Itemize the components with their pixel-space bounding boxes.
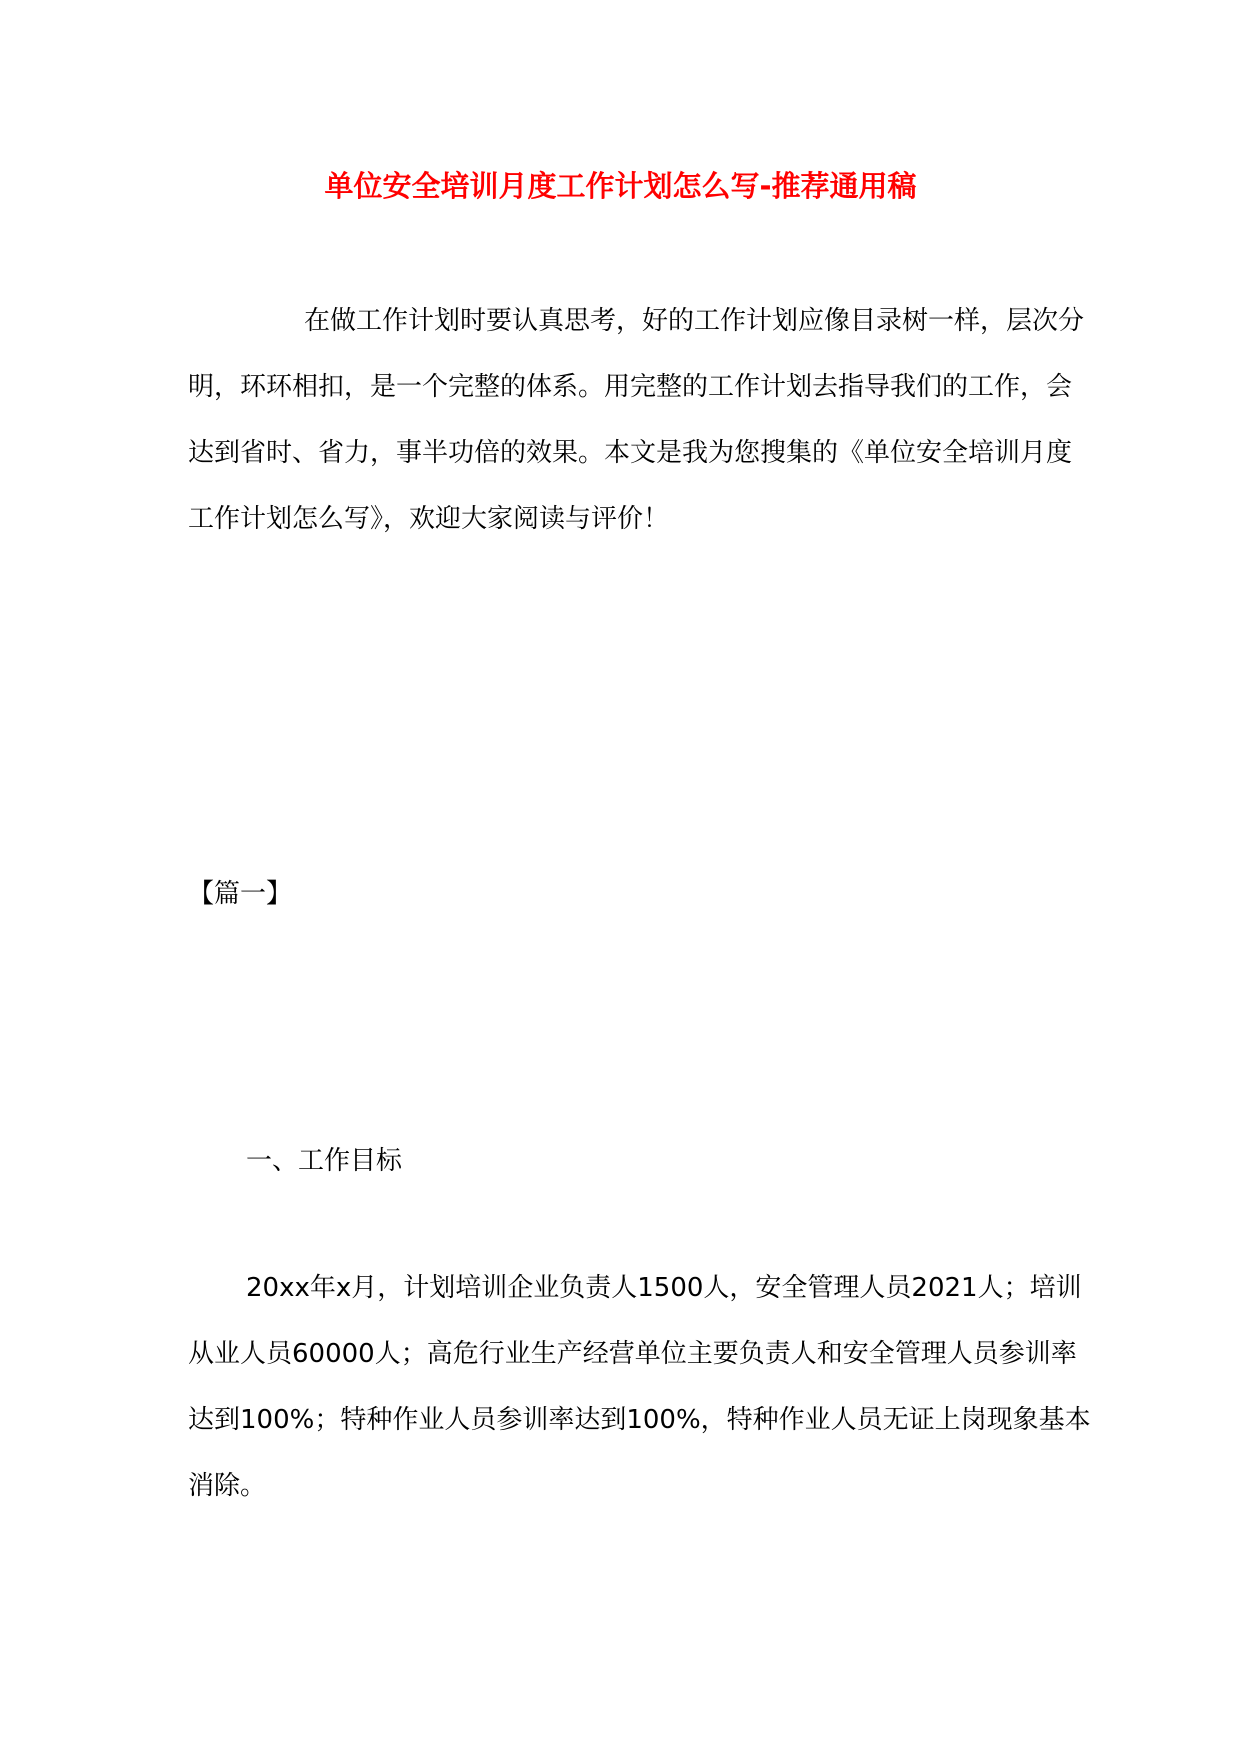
section-heading: 【篇一】 [188,879,293,909]
document-title: 单位安全培训月度工作计划怎么写-推荐通用稿 [324,169,917,203]
intro-paragraph: 在做工作计划时要认真思考，好的工作计划应像目录树一样，层次分明，环环相扣，是一个完整的体系。用完整的工作计划去指导我们的工作，会达到省时、省力，事半功倍的效果。本文是我为您搜集的《单位安全培训月度工作计划怎么写》，欢迎大家阅读与评价！ [188,306,1085,534]
body-paragraph: 20xx年x月，计划培训企业负责人1500人，安全管理人员2021人；培训从业人员60000人；高危行业生产经营单位主要负责人和安全管理人员参训率达到100%；特种作业人员参训率达到100%，特种作业人员无证上岗现象基本消除。 [188,1273,1091,1501]
subheading: 一、工作目标 [246,1146,403,1176]
